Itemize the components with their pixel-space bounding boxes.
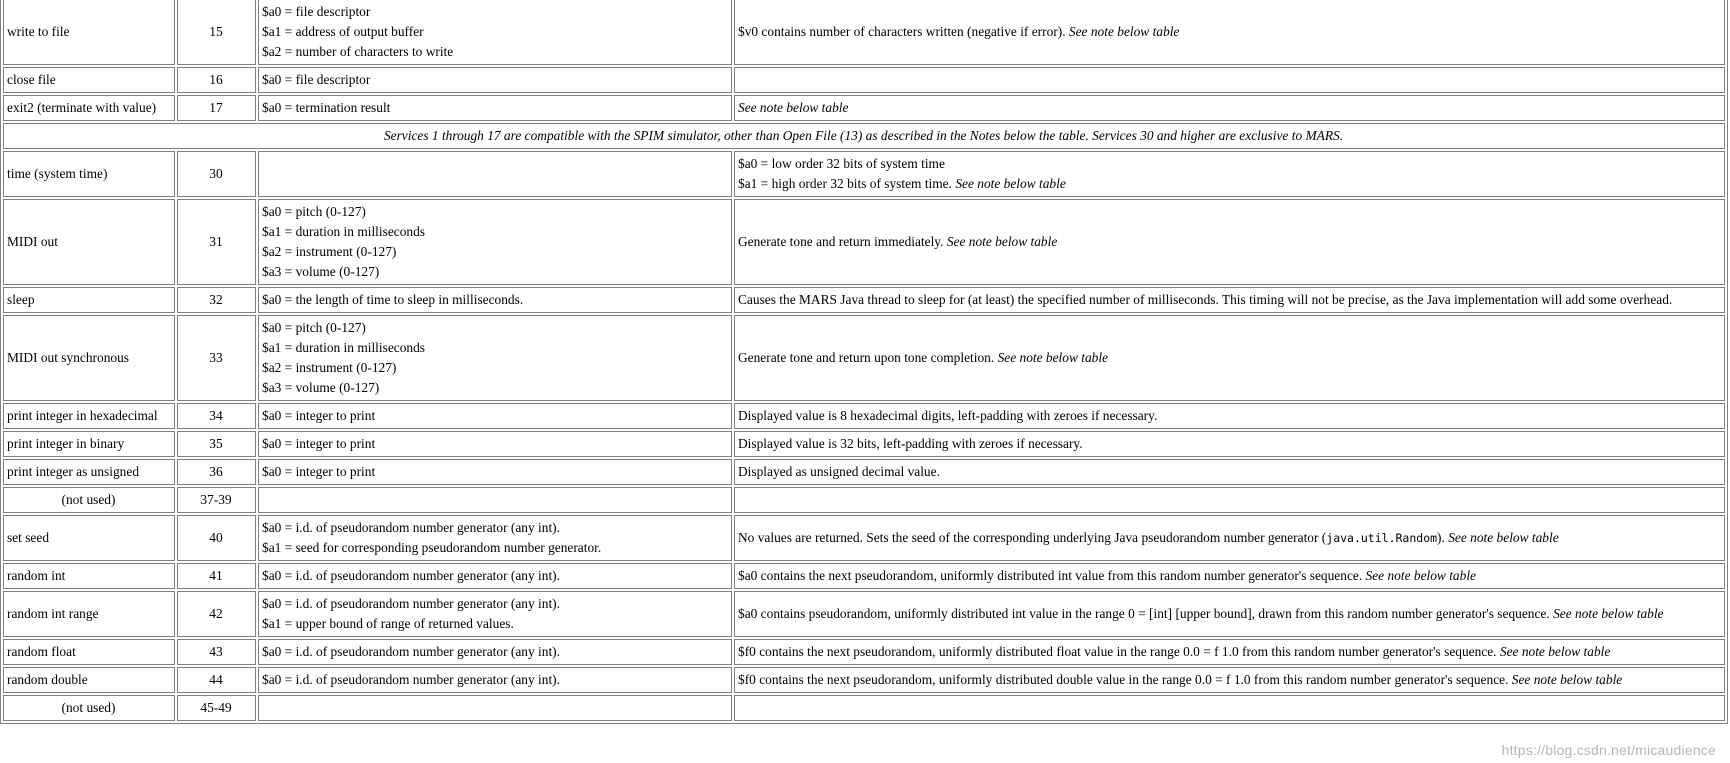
- result-text: $a1 = high order 32 bits of system time.: [738, 176, 952, 191]
- service-code: 37-39: [177, 487, 256, 513]
- result-text: $f0 contains the next pseudorandom, uniformly distributed double value in the range 0.0 = f 1.0 from this random number generator's sequence.: [738, 672, 1509, 687]
- see-note-link: See note below table: [1511, 672, 1623, 687]
- result-text: Displayed value is 32 bits, left-padding with zeroes if necessary.: [738, 436, 1083, 451]
- service-arguments: [258, 95, 732, 121]
- service-name: print integer in hexadecimal: [3, 403, 175, 429]
- argument-line: $a1 = upper bound of range of returned values.: [262, 616, 514, 631]
- service-code: 45-49: [177, 695, 256, 721]
- service-result: [734, 563, 1725, 589]
- result-text: Generate tone and return immediately.: [738, 234, 944, 249]
- service-arguments: [258, 487, 732, 513]
- table-row: [3, 403, 1725, 429]
- service-result: [734, 151, 1725, 197]
- argument-line: $a1 = seed for corresponding pseudorandom number generator.: [262, 540, 602, 555]
- service-code: 43: [177, 639, 256, 665]
- service-name: write to file: [3, 0, 175, 65]
- argument-line: $a0 = file descriptor: [262, 72, 371, 87]
- argument-line: $a0 = i.d. of pseudorandom number generator (any int).: [262, 568, 560, 583]
- argument-line: $a0 = pitch (0-127): [262, 204, 366, 219]
- service-arguments: [258, 315, 732, 401]
- argument-line: $a0 = pitch (0-127): [262, 320, 366, 335]
- service-result: [734, 639, 1725, 665]
- service-code: 15: [177, 0, 256, 65]
- service-code: 34: [177, 403, 256, 429]
- result-text: $a0 contains the next pseudorandom, uniformly distributed int value from this random number generator's sequence.: [738, 568, 1363, 583]
- argument-line: $a0 = integer to print: [262, 436, 376, 451]
- service-code: 32: [177, 287, 256, 313]
- argument-line: $a2 = instrument (0-127): [262, 360, 397, 375]
- see-note-link: See note below table: [997, 350, 1109, 365]
- service-result: [734, 695, 1725, 721]
- table-row: [3, 287, 1725, 313]
- service-result: [734, 515, 1725, 561]
- compatibility-notice: Services 1 through 17 are compatible with the SPIM simulator, other than Open File (13) as described in the Notes below the table. Services 30 and higher are exclusive to MARS.: [3, 123, 1725, 149]
- result-text: $f0 contains the next pseudorandom, uniformly distributed float value in the range 0.0 = f 1.0 from this random number generator's sequence.: [738, 644, 1497, 659]
- argument-line: $a2 = number of characters to write: [262, 44, 454, 59]
- service-name: random int range: [3, 591, 175, 637]
- service-code: 30: [177, 151, 256, 197]
- service-result: [734, 95, 1725, 121]
- service-code: 41: [177, 563, 256, 589]
- result-text-after: ).: [1437, 530, 1445, 545]
- service-name: MIDI out synchronous: [3, 315, 175, 401]
- table-row: [3, 67, 1725, 93]
- result-text: Displayed as unsigned decimal value.: [738, 464, 940, 479]
- result-line: [738, 174, 1720, 194]
- table-row: [3, 95, 1725, 121]
- service-arguments: [258, 403, 732, 429]
- table-row: [3, 431, 1725, 457]
- service-result: [734, 459, 1725, 485]
- see-note-link: See note below table: [1553, 606, 1664, 621]
- service-name: random int: [3, 563, 175, 589]
- service-result: [734, 667, 1725, 693]
- service-code: 17: [177, 95, 256, 121]
- service-code: 31: [177, 199, 256, 285]
- argument-line: $a3 = volume (0-127): [262, 264, 380, 279]
- service-code: 16: [177, 67, 256, 93]
- table-row: [3, 667, 1725, 693]
- service-arguments: [258, 287, 732, 313]
- service-arguments: [258, 591, 732, 637]
- service-arguments: [258, 695, 732, 721]
- service-result: [734, 431, 1725, 457]
- watermark: https://blog.csdn.net/micaudience: [1501, 742, 1716, 758]
- result-text: $a0 = low order 32 bits of system time: [738, 156, 945, 171]
- service-name: close file: [3, 67, 175, 93]
- service-code: 33: [177, 315, 256, 401]
- service-result: [734, 487, 1725, 513]
- service-name: (not used): [3, 487, 175, 513]
- table-row: [3, 515, 1725, 561]
- service-result: [734, 67, 1725, 93]
- table-row: [3, 459, 1725, 485]
- service-name: sleep: [3, 287, 175, 313]
- table-row: [3, 639, 1725, 665]
- argument-line: $a0 = i.d. of pseudorandom number generator (any int).: [262, 672, 560, 687]
- service-result: [734, 0, 1725, 65]
- table-row: [3, 123, 1725, 149]
- service-result: [734, 403, 1725, 429]
- see-note-link: See note below table: [1499, 644, 1611, 659]
- argument-line: $a1 = duration in milliseconds: [262, 224, 426, 239]
- table-row: [3, 487, 1725, 513]
- see-note-link: See note below table: [738, 100, 849, 115]
- table-row: [3, 695, 1725, 721]
- argument-line: $a3 = volume (0-127): [262, 380, 380, 395]
- service-code: 42: [177, 591, 256, 637]
- result-text: $v0 contains number of characters written (negative if error).: [738, 24, 1066, 39]
- service-arguments: [258, 151, 732, 197]
- service-arguments: [258, 639, 732, 665]
- result-text: Generate tone and return upon tone completion.: [738, 350, 995, 365]
- table-row: [3, 563, 1725, 589]
- see-note-link: See note below table: [955, 176, 1066, 191]
- argument-line: $a1 = duration in milliseconds: [262, 340, 426, 355]
- argument-line: $a0 = the length of time to sleep in milliseconds.: [262, 292, 524, 307]
- see-note-link: See note below table: [946, 234, 1058, 249]
- service-name: time (system time): [3, 151, 175, 197]
- argument-line: $a0 = i.d. of pseudorandom number generator (any int).: [262, 596, 560, 611]
- argument-line: $a0 = integer to print: [262, 408, 376, 423]
- table-row: [3, 199, 1725, 285]
- service-result: [734, 591, 1725, 637]
- service-name: set seed: [3, 515, 175, 561]
- service-code: 36: [177, 459, 256, 485]
- service-name: exit2 (terminate with value): [3, 95, 175, 121]
- service-code: 40: [177, 515, 256, 561]
- result-code: java.util.Random: [1326, 531, 1438, 545]
- see-note-link: See note below table: [1365, 568, 1476, 583]
- service-name: print integer in binary: [3, 431, 175, 457]
- service-arguments: [258, 459, 732, 485]
- service-arguments: [258, 563, 732, 589]
- argument-line: $a2 = instrument (0-127): [262, 244, 397, 259]
- service-name: (not used): [3, 695, 175, 721]
- result-text: Displayed value is 8 hexadecimal digits, left-padding with zeroes if necessary.: [738, 408, 1158, 423]
- service-arguments: [258, 515, 732, 561]
- see-note-link: See note below table: [1068, 24, 1180, 39]
- service-arguments: [258, 667, 732, 693]
- service-arguments: [258, 431, 732, 457]
- argument-line: $a1 = address of output buffer: [262, 24, 424, 39]
- result-line: [738, 154, 1720, 174]
- argument-line: $a0 = i.d. of pseudorandom number generator (any int).: [262, 644, 560, 659]
- table-row: [3, 591, 1725, 637]
- service-name: print integer as unsigned: [3, 459, 175, 485]
- argument-line: $a0 = i.d. of pseudorandom number generator (any int).: [262, 520, 560, 535]
- table-row: [3, 0, 1725, 65]
- service-result: [734, 315, 1725, 401]
- argument-line: $a0 = file descriptor: [262, 4, 371, 19]
- service-code: 35: [177, 431, 256, 457]
- table-row: [3, 151, 1725, 197]
- service-code: 44: [177, 667, 256, 693]
- service-arguments: [258, 67, 732, 93]
- table-row: [3, 315, 1725, 401]
- service-arguments: [258, 0, 732, 65]
- result-text: $a0 contains pseudorandom, uniformly distributed int value in the range 0 = [int] [upper bound], drawn from this random number generator's sequence.: [738, 606, 1550, 621]
- argument-line: $a0 = integer to print: [262, 464, 376, 479]
- service-arguments: [258, 199, 732, 285]
- argument-line: $a0 = termination result: [262, 100, 391, 115]
- see-note-link: See note below table: [1448, 530, 1559, 545]
- service-name: MIDI out: [3, 199, 175, 285]
- service-name: random double: [3, 667, 175, 693]
- service-name: random float: [3, 639, 175, 665]
- syscall-table-body: [3, 0, 1725, 721]
- service-result: [734, 199, 1725, 285]
- result-text: No values are returned. Sets the seed of the corresponding underlying Java pseudorandom number generator (: [738, 530, 1327, 545]
- service-result: [734, 287, 1725, 313]
- result-text: Causes the MARS Java thread to sleep for (at least) the specified number of milliseconds. This timing will not be precise, as the Java implementation will add some overhead.: [738, 292, 1673, 307]
